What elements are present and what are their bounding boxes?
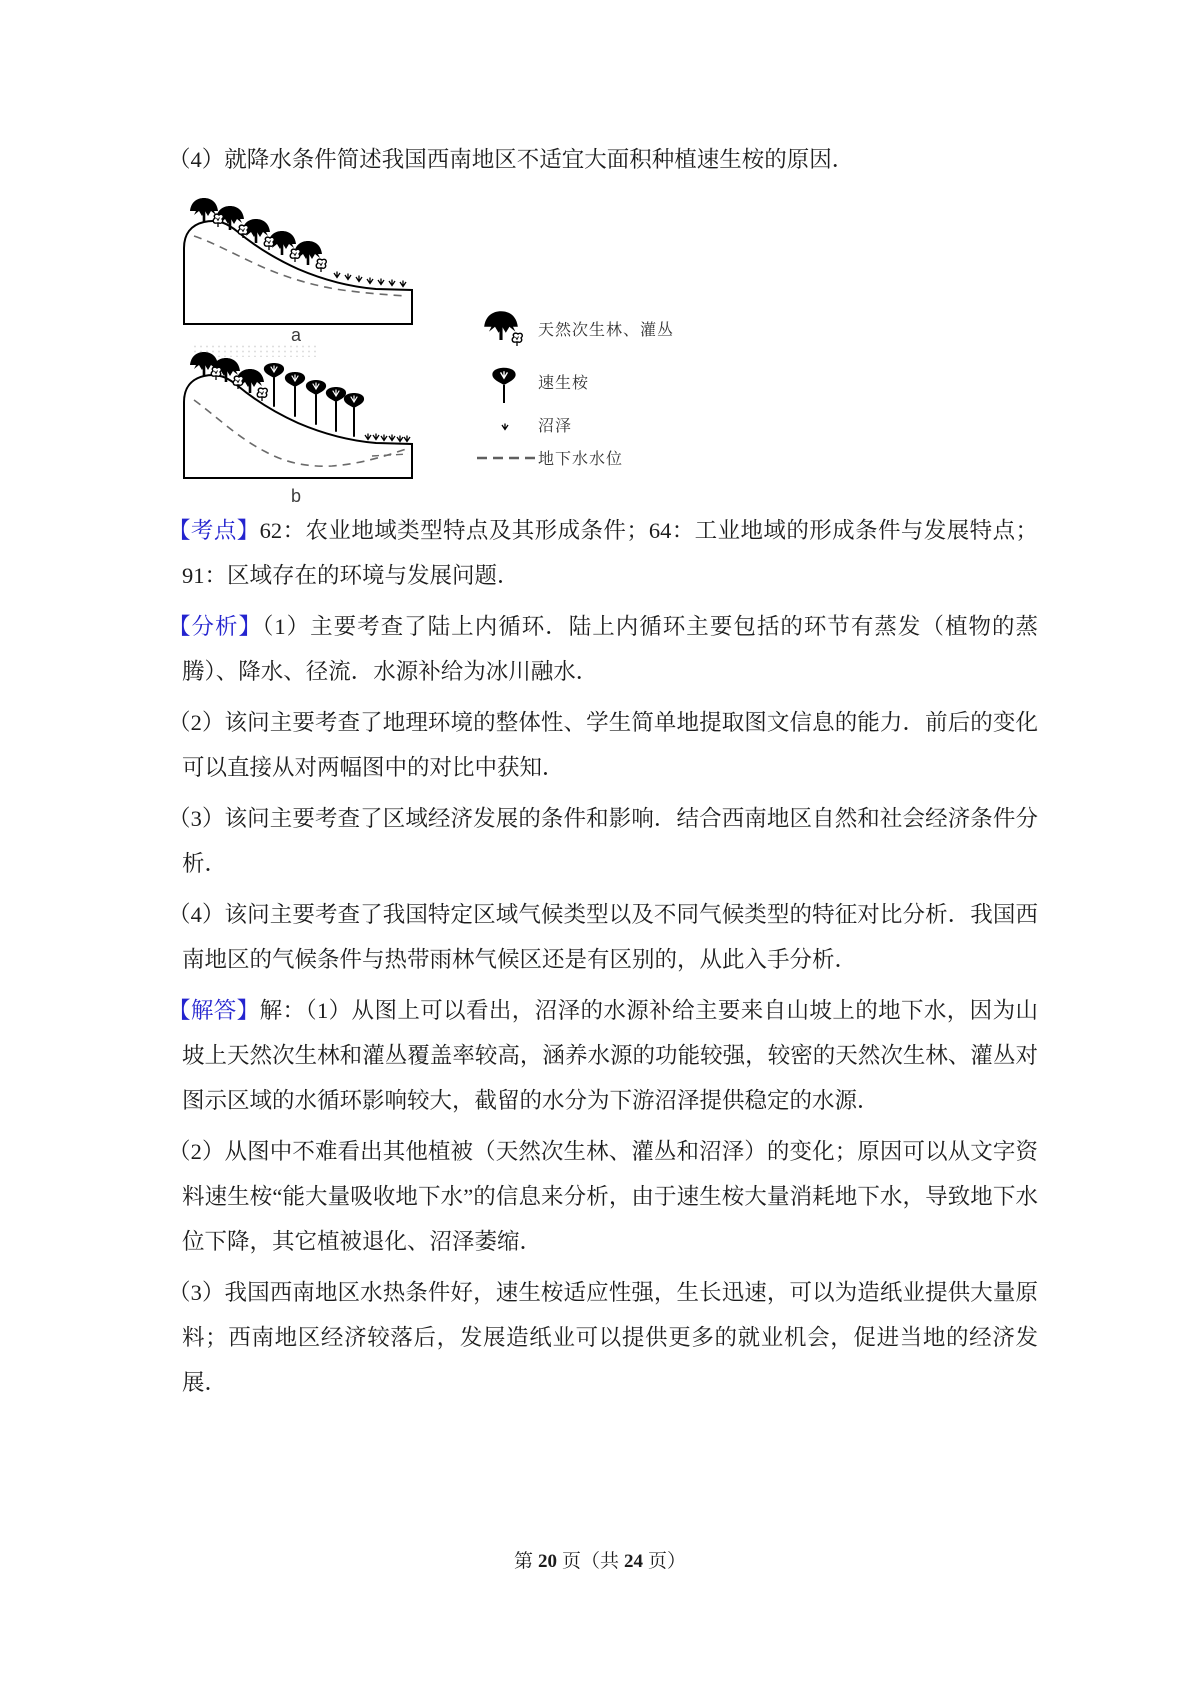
fenxi-paragraph-4: （4）该问主要考查了我国特定区域气候类型以及不同气候类型的特征对比分析．我国西南地区的气候条件与热带雨林气候区还是有区别的，从此入手分析． (168, 902, 1038, 972)
hillside-outline-a (184, 221, 412, 324)
legend-row-groundwater (476, 446, 674, 469)
legend-label: 速生桉 (538, 374, 590, 392)
footer-suffix: 页） (648, 1551, 687, 1572)
jieda-paragraph-2: （2）从图中不难看出其他植被（天然次生林、灌丛和沼泽）的变化；原因可以从文字资料速生桉“能大量吸收地下水”的信息来分析，由于速生桉大量消耗地下水，导致地下水位下降，其它植被退化、沼泽萎缩． (168, 1139, 1038, 1254)
legend-label: 地下水水位 (538, 451, 624, 468)
footer-total-pages: 24 (624, 1551, 643, 1572)
jieda-paragraph-3: （3）我国西南地区水热条件好，速生桉适应性强，生长迅速，可以为造纸业提供大量原料；西南地区经济较落后，发展造纸业可以提供更多的就业机会，促进当地的经济发展． (168, 1280, 1038, 1395)
groundwater-level-line-icon (476, 452, 538, 464)
fenxi-paragraph-2: （2）该问主要考查了地理环境的整体性、学生简单地提取图文信息的能力．前后的变化可以直接从对两幅图中的对比中获知． (168, 710, 1038, 780)
footer-prefix: 第 (513, 1551, 533, 1572)
diagram-a (174, 194, 434, 344)
jieda-paragraph-1 (168, 988, 1038, 1123)
footer-middle: 页（共 (561, 1551, 619, 1572)
kaodian-text: 62：农业地域类型特点及其形成条件；64：工业地域的形成条件与发展特点；91：区域存在的环境与发展问题． (182, 518, 1038, 588)
page-footer (0, 1546, 1200, 1573)
fenxi-paragraph-3: （3）该问主要考查了区域经济发展的条件和影响．结合西南地区自然和社会经济条件分析． (168, 806, 1038, 876)
fenxi-text-1: （1）主要考查了陆上内循环．陆上内循环主要包括的环节有蒸发（植物的蒸腾）、降水、径流．水源补给为冰川融水． (182, 614, 1038, 684)
diagram-b (174, 346, 434, 506)
legend-label: 天然次生林、灌丛 (538, 321, 675, 339)
fenxi-paragraph-1 (168, 604, 1038, 694)
fenxi-tag: 【分析】 (168, 614, 263, 639)
fast-growing-eucalyptus-icon (476, 357, 538, 405)
legend-row-eucalyptus (476, 357, 674, 405)
swamp-icon (476, 417, 538, 433)
legend-row-natural-forest (476, 306, 674, 350)
page-content (168, 140, 1038, 1411)
jieda-text-1: 解：（1）从图上可以看出，沼泽的水源补给主要来自山坡上的地下水，因为山坡上天然次生林和灌丛覆盖率较高，涵养水源的功能较强，较密的天然次生林、灌丛对图示区域的水循环影响较大，截留的水分为下游沼泽提供稳定的水源． (182, 998, 1038, 1113)
swamp-symbols-b (365, 434, 410, 442)
kaodian-tag: 【考点】 (168, 518, 260, 543)
kaodian-paragraph (168, 508, 1038, 598)
legend-label: 沼泽 (538, 418, 573, 435)
footer-page-number: 20 (537, 1551, 557, 1572)
natural-secondary-forest-shrub-icon (476, 306, 538, 350)
question-line: （4）就降水条件简述我国西南地区不适宜大面积种植速生桉的原因． (168, 147, 855, 172)
jieda-tag: 【解答】 (168, 998, 260, 1023)
diagram-a-label: a (290, 325, 302, 344)
diagram-b-label: b (290, 486, 302, 506)
terrain-figure (168, 194, 1038, 508)
figure-legend (476, 306, 674, 476)
legend-row-swamp (476, 413, 674, 436)
hillside-outline-b (184, 375, 412, 478)
